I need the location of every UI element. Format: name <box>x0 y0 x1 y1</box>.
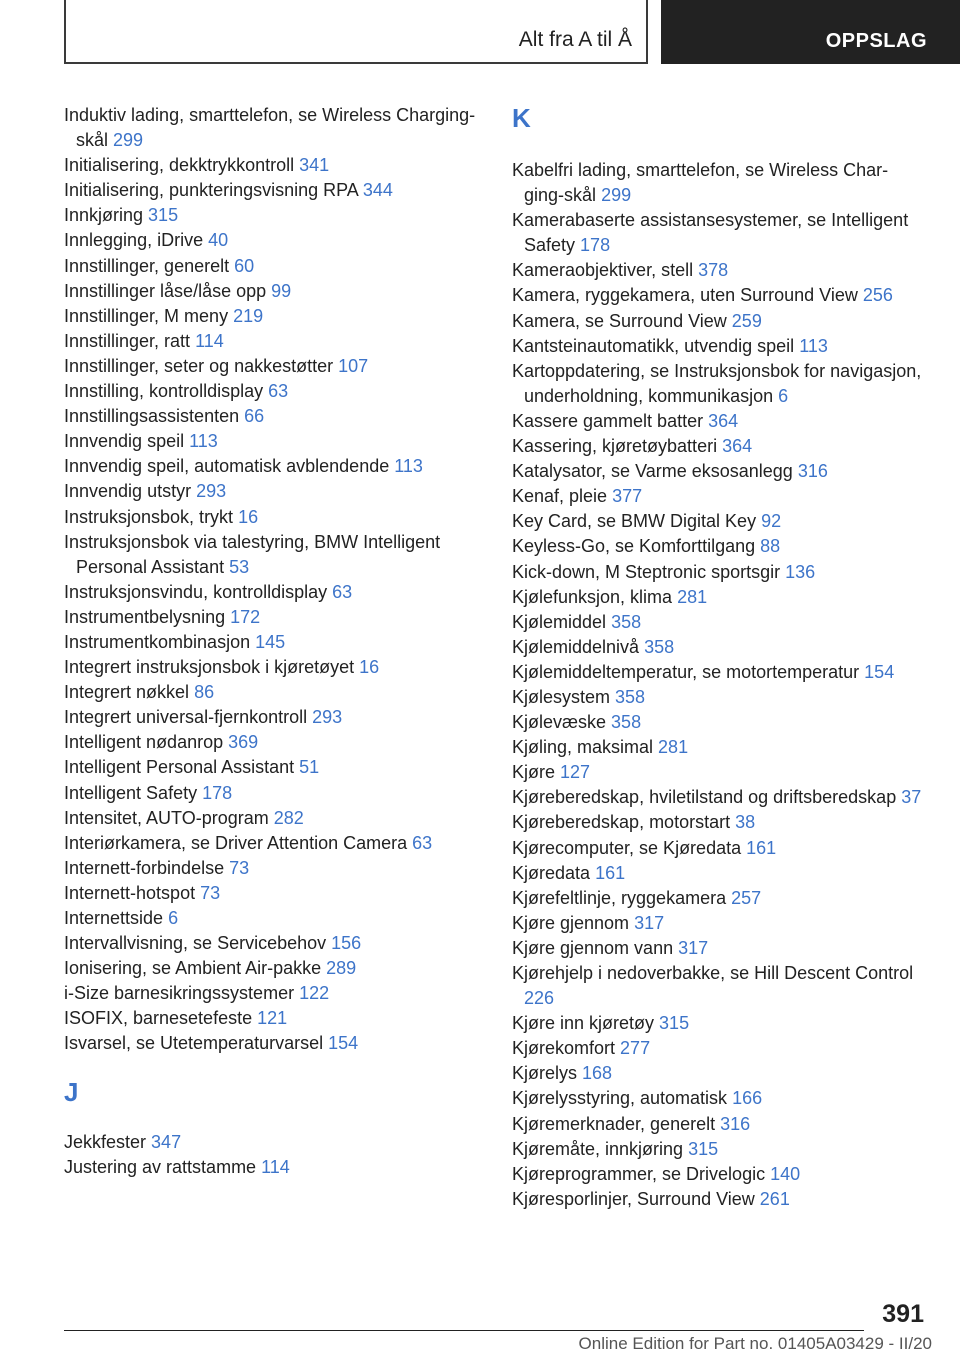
index-entry-text: Kartoppdatering, se Instruksjonsbok for navigasjon, underholdning, kommunikasjon <box>512 360 922 406</box>
index-entry <box>64 153 484 178</box>
index-entry-text: Justering av rattstamme <box>64 1156 257 1177</box>
index-entry <box>64 254 484 279</box>
footer-edition-text: Online Edition for Part no. 01405A03429 - II/20 <box>578 1334 932 1353</box>
index-entry-page-link[interactable]: 51 <box>299 757 320 778</box>
index-entry <box>64 1130 484 1155</box>
index-entry <box>512 635 922 660</box>
index-entry-text: Interiørkamera, se Driver Attention Camera <box>64 832 408 853</box>
index-entry-page-link[interactable]: 315 <box>659 1013 690 1034</box>
index-entry <box>64 304 484 329</box>
index-entry-page-link[interactable]: 156 <box>331 933 362 954</box>
index-entry <box>64 981 484 1006</box>
index-entry <box>512 1061 922 1086</box>
index-entry <box>512 911 922 936</box>
index-entry <box>64 781 484 806</box>
index-entry-page-link[interactable]: 16 <box>238 506 259 527</box>
index-entry <box>64 454 484 479</box>
index-entry <box>512 836 922 861</box>
index-entry-text: i-Size barnesikringssystemer <box>64 983 295 1004</box>
index-entry-text: Kassere gammelt batter <box>512 410 704 431</box>
index-entry <box>512 1036 922 1061</box>
index-entry <box>512 735 922 760</box>
index-entry-text: Kjørecomputer, se Kjøredata <box>512 837 742 858</box>
index-entry-text: Kameraobjektiver, stell <box>512 260 694 281</box>
index-entry-page-link[interactable]: 281 <box>658 737 689 758</box>
index-entry <box>64 931 484 956</box>
index-entry <box>64 1155 484 1180</box>
index-entry-page-link[interactable]: 60 <box>234 255 255 276</box>
index-entry-text: Induktiv lading, smarttelefon, se Wireless Charging-skål <box>64 105 476 151</box>
index-entry-page-link[interactable]: 317 <box>678 937 709 958</box>
index-entry-page-link[interactable]: 358 <box>644 636 675 657</box>
index-entry-text: Innstillingsassistenten <box>64 406 240 427</box>
index-entry-text: Kjøremåte, innkjøring <box>512 1138 684 1159</box>
index-entry <box>64 404 484 429</box>
index-entry <box>64 505 484 530</box>
index-entry-page-link[interactable]: 6 <box>168 908 179 928</box>
index-entry-text: Kick-down, M Steptronic sportsgir <box>512 561 781 582</box>
index-entry-page-link[interactable]: 168 <box>582 1063 613 1084</box>
index-entry-page-link[interactable]: 347 <box>151 1131 182 1152</box>
index-entry-text: Innstillinger, generelt <box>64 255 230 276</box>
index-entry <box>512 158 922 208</box>
index-entry <box>512 1162 922 1187</box>
index-entry-text: Innstillinger, ratt <box>64 330 191 351</box>
index-entry-page-link[interactable]: 6 <box>778 385 789 406</box>
index-entry-text: Keyless-Go, se Komforttilgang <box>512 536 756 557</box>
index-entry-text: Innstillinger låse/låse opp <box>64 280 267 301</box>
index-entry <box>64 755 484 780</box>
index-entry <box>64 680 484 705</box>
index-entry <box>512 359 922 409</box>
index-entry-page-link[interactable]: 86 <box>194 682 215 703</box>
index-entry-text: Kjøling, maksimal <box>512 737 654 758</box>
index-entry-text: Kjøresporlinjer, Surround View <box>512 1188 755 1209</box>
index-entry-page-link[interactable]: 113 <box>394 456 423 477</box>
header-section-tab <box>661 0 960 64</box>
index-entry <box>64 831 484 856</box>
index-entry-page-link[interactable]: 63 <box>412 832 433 853</box>
index-entry-page-link[interactable]: 140 <box>770 1163 801 1184</box>
index-entry <box>64 1006 484 1031</box>
index-entry <box>512 710 922 735</box>
index-entry <box>64 530 484 580</box>
index-entry <box>512 660 922 685</box>
index-entry <box>64 479 484 504</box>
index-entry-page-link[interactable]: 261 <box>759 1188 790 1209</box>
index-entry-page-link[interactable]: 16 <box>359 657 380 678</box>
index-entry-page-link[interactable]: 364 <box>708 410 739 431</box>
index-entry-page-link[interactable]: 369 <box>228 732 259 753</box>
index-entry-text: Isvarsel, se Utetemperaturvarsel <box>64 1033 324 1054</box>
index-entry <box>64 906 484 931</box>
index-entry-text: Kjøreberedskap, motorstart <box>512 812 731 833</box>
index-entry-text: Integrert instruksjonsbok i kjøretøyet <box>64 657 355 678</box>
index-entry-text: Jekkfester <box>64 1131 147 1152</box>
index-entry-text: Kjøredata <box>512 862 591 883</box>
index-entry-page-link[interactable]: 219 <box>233 305 264 326</box>
index-entry-page-link[interactable]: 259 <box>731 310 762 331</box>
index-entry-page-link[interactable]: 289 <box>326 958 357 979</box>
index-entry <box>512 585 922 610</box>
index-entry <box>512 1112 922 1137</box>
index-entry <box>512 484 922 509</box>
index-entry-text: Initialisering, dekktrykkontroll <box>64 155 295 176</box>
index-entry <box>512 1187 922 1212</box>
index-entry <box>64 279 484 304</box>
index-entry-page-link[interactable]: 63 <box>268 381 289 402</box>
index-entry-page-link[interactable]: 154 <box>328 1033 359 1054</box>
index-entry-page-link[interactable]: 99 <box>271 280 292 301</box>
index-entry-page-link[interactable]: 154 <box>864 661 895 682</box>
index-entry-text: Internettside <box>64 908 164 928</box>
index-entry-text: Intervallvisning, se Servicebehov <box>64 933 327 954</box>
index-entry-page-link[interactable]: 293 <box>312 707 343 728</box>
index-letter-heading: J <box>64 1076 79 1107</box>
index-entry-text: Kjøre gjennom <box>512 912 630 933</box>
index-entry-text: Kassering, kjøretøybatteri <box>512 436 718 457</box>
index-entry-page-link[interactable]: 166 <box>732 1088 763 1109</box>
index-entry <box>512 886 922 911</box>
index-entry-page-link[interactable]: 316 <box>797 461 828 482</box>
index-entry <box>64 655 484 680</box>
index-entry-text: Kjørehjelp i nedoverbakke, se Hill Descent Control <box>512 963 914 983</box>
index-entry-text: Initialisering, punkteringsvisning RPA <box>64 180 358 201</box>
index-entry-page-link[interactable]: 92 <box>761 511 782 532</box>
index-entry <box>512 309 922 334</box>
index-entry-text: Kjøremerknader, generelt <box>512 1113 716 1134</box>
index-entry-text: Innvendig speil <box>64 431 185 452</box>
index-entry <box>64 856 484 881</box>
index-entry-page-link[interactable]: 121 <box>257 1008 288 1029</box>
index-entry-page-link[interactable]: 341 <box>299 155 330 176</box>
index-entry <box>512 1137 922 1162</box>
footer-divider <box>64 1330 864 1331</box>
index-entry <box>512 936 922 961</box>
index-entry-page-link[interactable]: 364 <box>722 436 753 457</box>
index-entry-page-link[interactable]: 377 <box>612 486 643 507</box>
index-entry-page-link[interactable]: 40 <box>208 230 229 251</box>
index-entry-page-link[interactable]: 38 <box>735 812 756 833</box>
index-entry-text: Kjølesystem <box>512 686 611 707</box>
index-entry-page-link[interactable]: 66 <box>244 406 265 427</box>
index-entry <box>512 509 922 534</box>
index-entry-page-link[interactable]: 282 <box>273 807 304 828</box>
index-entry-text: Kjøre inn kjøretøy <box>512 1013 655 1034</box>
index-entry <box>64 881 484 906</box>
header-section-label: OPPSLAG <box>825 30 927 52</box>
index-entry <box>512 685 922 710</box>
index-entry-page-link[interactable]: 315 <box>148 205 179 226</box>
index-entry-text: Instruksjonsvindu, kontrolldisplay <box>64 581 328 602</box>
index-entry <box>512 283 922 308</box>
index-entry-text: Kjølevæske <box>512 712 607 733</box>
index-entry-text: Kjølemiddelnivå <box>512 636 640 657</box>
index-entry-page-link[interactable]: 256 <box>862 285 893 306</box>
index-entry <box>512 760 922 785</box>
index-entry-text: Innvendig speil, automatisk avblendende <box>64 456 390 477</box>
index-entry <box>64 605 484 630</box>
index-entry-text: Kjøre gjennom vann <box>512 937 674 958</box>
index-entry-page-link[interactable]: 178 <box>202 782 233 803</box>
index-entry-page-link[interactable]: 161 <box>746 837 777 858</box>
index-entry-page-link[interactable]: 107 <box>338 355 369 376</box>
index-entry <box>64 178 484 203</box>
index-entry-text: Kjølemiddeltemperatur, se motortemperatur <box>512 661 860 682</box>
index-entry-text: Kjørelysstyring, automatisk <box>512 1088 728 1109</box>
index-entry <box>64 203 484 228</box>
index-column-right <box>512 103 922 1212</box>
index-entry-page-link[interactable]: 316 <box>720 1113 751 1134</box>
index-entry-text: Ionisering, se Ambient Air-pakke <box>64 958 322 979</box>
index-entry <box>512 258 922 283</box>
index-entry-text: ISOFIX, barnesetefeste <box>64 1008 253 1029</box>
index-entry-text: Intelligent Personal Assistant <box>64 757 295 778</box>
page-number: 391 <box>882 1300 924 1328</box>
index-entry-page-link[interactable]: 257 <box>731 887 762 908</box>
index-entry <box>64 705 484 730</box>
index-entry-text: Instrumentbelysning <box>64 606 226 627</box>
index-entry <box>64 1031 484 1056</box>
index-entry-text: Kjørelys <box>512 1063 578 1084</box>
index-entry-text: Innvendig utstyr <box>64 481 192 502</box>
index-entry-text: Innlegging, iDrive <box>64 230 204 251</box>
index-entry-page-link[interactable]: 88 <box>760 536 781 557</box>
index-entry-page-link[interactable]: 378 <box>698 260 729 281</box>
index-entry <box>512 610 922 635</box>
index-entry-page-link[interactable]: 136 <box>785 561 816 582</box>
index-entry-text: Innstillinger, M meny <box>64 305 229 326</box>
index-entry-page-link[interactable]: 299 <box>601 185 632 206</box>
index-entry <box>64 956 484 981</box>
index-entry-page-link[interactable]: 145 <box>255 631 286 652</box>
index-entry-text: Kenaf, pleie <box>512 486 608 507</box>
index-entry-page-link[interactable]: 37 <box>901 787 922 808</box>
index-entry <box>512 409 922 434</box>
index-column-left <box>64 103 484 1180</box>
index-entry-page-link[interactable]: 113 <box>189 431 218 452</box>
index-entry-text: Innstillinger, seter og nakkestøtter <box>64 355 334 376</box>
index-entry-page-link[interactable]: 73 <box>229 857 250 878</box>
index-entry <box>512 1011 922 1036</box>
index-entry-text: Kjøreberedskap, hviletilstand og driftsberedskap <box>512 787 897 808</box>
index-entry-text: Kjølemiddel <box>512 611 607 632</box>
index-entry-page-link[interactable]: 114 <box>195 330 224 351</box>
index-entry-text: Internett-hotspot <box>64 882 196 903</box>
index-entry-text: Kjølefunksjon, klima <box>512 586 673 607</box>
index-entry <box>512 334 922 359</box>
index-entry-page-link[interactable]: 73 <box>200 882 221 903</box>
index-entry-page-link[interactable]: 178 <box>580 235 611 256</box>
index-entry <box>512 434 922 459</box>
index-entry-text: Kantsteinautomatikk, utvendig speil <box>512 335 795 356</box>
index-entry-page-link[interactable]: 358 <box>615 686 646 707</box>
index-entry-text: Kabelfri lading, smarttelefon, se Wireless Charging-skål <box>512 160 889 206</box>
index-entry-text: Integrert nøkkel <box>64 682 190 703</box>
index-entry-text: Instruksjonsbok, trykt <box>64 506 234 527</box>
index-entry <box>64 379 484 404</box>
index-entry <box>512 1086 922 1111</box>
index-entry-page-link[interactable]: 113 <box>799 335 828 356</box>
index-entry <box>64 730 484 755</box>
index-entry-page-link[interactable]: 161 <box>595 862 626 883</box>
index-entry-text: Intelligent nødanrop <box>64 732 224 753</box>
index-entry <box>512 534 922 559</box>
header-title-box <box>64 0 648 64</box>
index-entry-text: Instruksjonsbok via talestyring, BMW Intelligent Personal Assistant <box>64 531 441 577</box>
index-entry-page-link[interactable]: 226 <box>524 988 555 1009</box>
index-entry <box>512 861 922 886</box>
index-entry-text: Kjørefeltlinje, ryggekamera <box>512 887 727 908</box>
index-entry-page-link[interactable]: 172 <box>230 606 261 627</box>
index-entry-page-link[interactable]: 358 <box>611 712 642 733</box>
index-entry-page-link[interactable]: 277 <box>620 1038 651 1059</box>
index-entry <box>64 329 484 354</box>
index-entry-page-link[interactable]: 122 <box>299 983 330 1004</box>
index-entry-page-link[interactable]: 317 <box>634 912 665 933</box>
index-entry <box>512 208 922 258</box>
index-entry-text: Kjøreprogrammer, se Drivelogic <box>512 1163 766 1184</box>
index-entry-text: Integrert universal-fjernkontroll <box>64 707 308 728</box>
index-entry <box>64 354 484 379</box>
index-entry-text: Katalysator, se Varme eksosanlegg <box>512 461 793 482</box>
index-entry-page-link[interactable]: 127 <box>560 762 591 783</box>
index-entry-page-link[interactable]: 315 <box>688 1138 719 1159</box>
index-entry <box>512 459 922 484</box>
index-entry-text: Kjørekomfort <box>512 1038 616 1059</box>
index-entry-page-link[interactable]: 293 <box>196 481 227 502</box>
header-title: Alt fra A til Å <box>518 28 632 51</box>
index-entry-page-link[interactable]: 344 <box>362 180 393 201</box>
index-entry-text: Kjøre <box>512 762 556 783</box>
index-entry <box>512 785 922 810</box>
index-entry-page-link[interactable]: 299 <box>113 130 144 151</box>
index-entry-text: Kamerabaserte assistansesystemer, se Intelligent Safety <box>512 210 909 256</box>
index-entry-text: Innkjøring <box>64 205 144 226</box>
index-entry <box>512 560 922 585</box>
index-entry <box>64 228 484 253</box>
index-entry <box>64 806 484 831</box>
index-entry <box>64 580 484 605</box>
index-entry-text: Kamera, ryggekamera, uten Surround View <box>512 285 858 306</box>
index-entry-text: Internett-forbindelse <box>64 857 225 878</box>
index-entry-text: Instrumentkombinasjon <box>64 631 251 652</box>
index-entry-text: Key Card, se BMW Digital Key <box>512 511 757 532</box>
index-entry-text: Intelligent Safety <box>64 782 198 803</box>
index-entry-page-link[interactable]: 53 <box>229 556 250 577</box>
index-entry <box>64 103 484 153</box>
index-letter-heading: K <box>512 103 531 133</box>
index-entry <box>512 810 922 835</box>
index-entry <box>64 630 484 655</box>
index-entry-page-link[interactable]: 114 <box>261 1156 290 1177</box>
index-entry-text: Kamera, se Surround View <box>512 310 727 331</box>
index-entry-text: Innstilling, kontrolldisplay <box>64 381 264 402</box>
index-entry-text: Intensitet, AUTO-program <box>64 807 269 828</box>
index-entry <box>64 429 484 454</box>
index-entry <box>512 961 922 1011</box>
index-entry-page-link[interactable]: 281 <box>677 586 708 607</box>
index-entry-page-link[interactable]: 358 <box>611 611 642 632</box>
index-entry-page-link[interactable]: 63 <box>332 581 353 602</box>
